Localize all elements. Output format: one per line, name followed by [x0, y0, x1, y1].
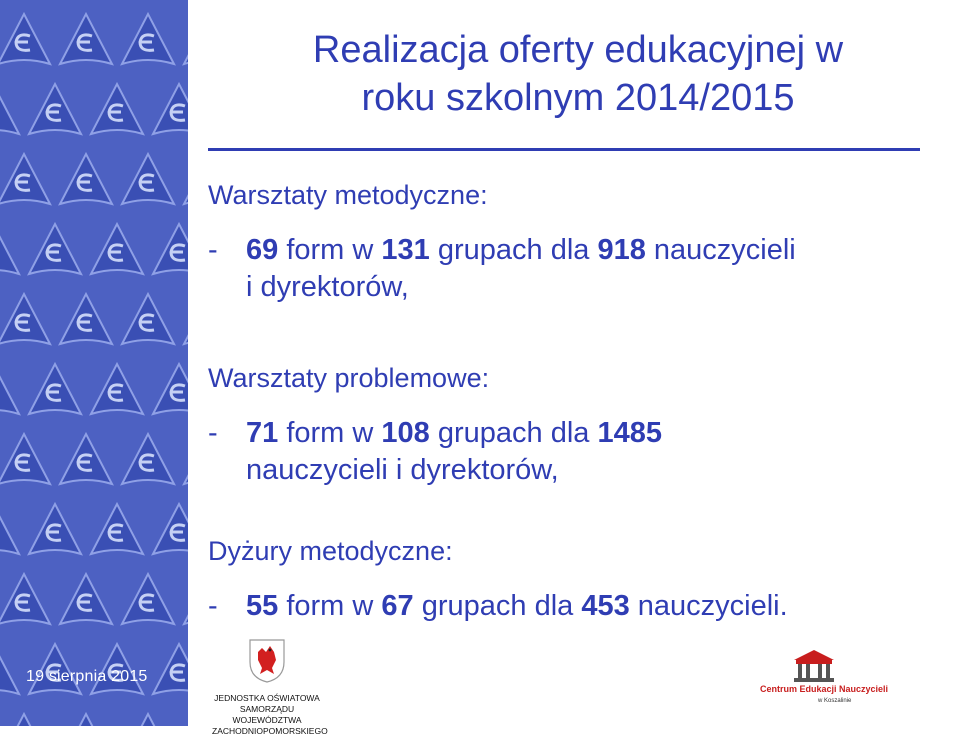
bullet-dash: - [208, 417, 218, 449]
coat-of-arms-icon [248, 638, 286, 684]
footer-org-logo [212, 638, 328, 737]
footer-cen-logo [760, 646, 889, 706]
bullet-dash: - [208, 234, 218, 266]
forms-count: 69 [246, 234, 279, 266]
item-continuation: nauczycieli i dyrektorów, [246, 454, 559, 486]
teachers-count: 453 [581, 590, 630, 622]
forms-count: 55 [246, 590, 279, 622]
section-heading-problemowe: Warsztaty problemowe: [208, 363, 490, 393]
bullet-dash: - [208, 590, 218, 622]
item-text: grupach dla [429, 417, 598, 449]
item-text: nauczycieli [645, 234, 796, 266]
groups-count: 131 [381, 234, 430, 266]
title-divider [208, 148, 920, 151]
building-icon [760, 646, 868, 686]
title-line-1: Realizacja oferty edukacyjnej w [312, 29, 844, 71]
groups-count: 67 [381, 590, 414, 622]
item-text: grupach dla [429, 234, 598, 266]
slide-date: 19 sierpnia 2015 [26, 668, 148, 685]
groups-count: 108 [381, 417, 430, 449]
section-item-dyzury [208, 588, 788, 625]
item-text: form w [278, 234, 382, 266]
item-text: form w [278, 417, 382, 449]
section-item-metodyczne [208, 232, 796, 306]
title-line-2: roku szkolnym 2014/2015 [361, 77, 795, 119]
slide-title [228, 26, 928, 122]
item-text: grupach dla [413, 590, 582, 622]
section-heading-dyzury: Dyżury metodyczne: [208, 536, 453, 566]
item-text: form w [278, 590, 382, 622]
item-text: nauczycieli. [629, 590, 788, 622]
cen-logo-text: Centrum Edukacji Nauczycieli [760, 684, 889, 694]
teachers-count: 918 [597, 234, 646, 266]
teachers-count: 1485 [597, 417, 662, 449]
item-continuation: i dyrektorów, [246, 271, 409, 303]
org-line-1: JEDNOSTKA OŚWIATOWA [214, 693, 320, 703]
org-line-3: ZACHODNIOPOMORSKIEGO [212, 726, 328, 736]
forms-count: 71 [246, 417, 279, 449]
section-item-problemowe [208, 415, 662, 489]
decorative-sidebar [0, 0, 188, 726]
org-line-2: SAMORZĄDU WOJEWÓDZTWA [232, 704, 302, 725]
section-heading-metodyczne: Warsztaty metodyczne: [208, 180, 488, 210]
cen-logo-subtext: w Koszalinie [818, 698, 852, 704]
tent-pattern-icon [0, 0, 188, 726]
